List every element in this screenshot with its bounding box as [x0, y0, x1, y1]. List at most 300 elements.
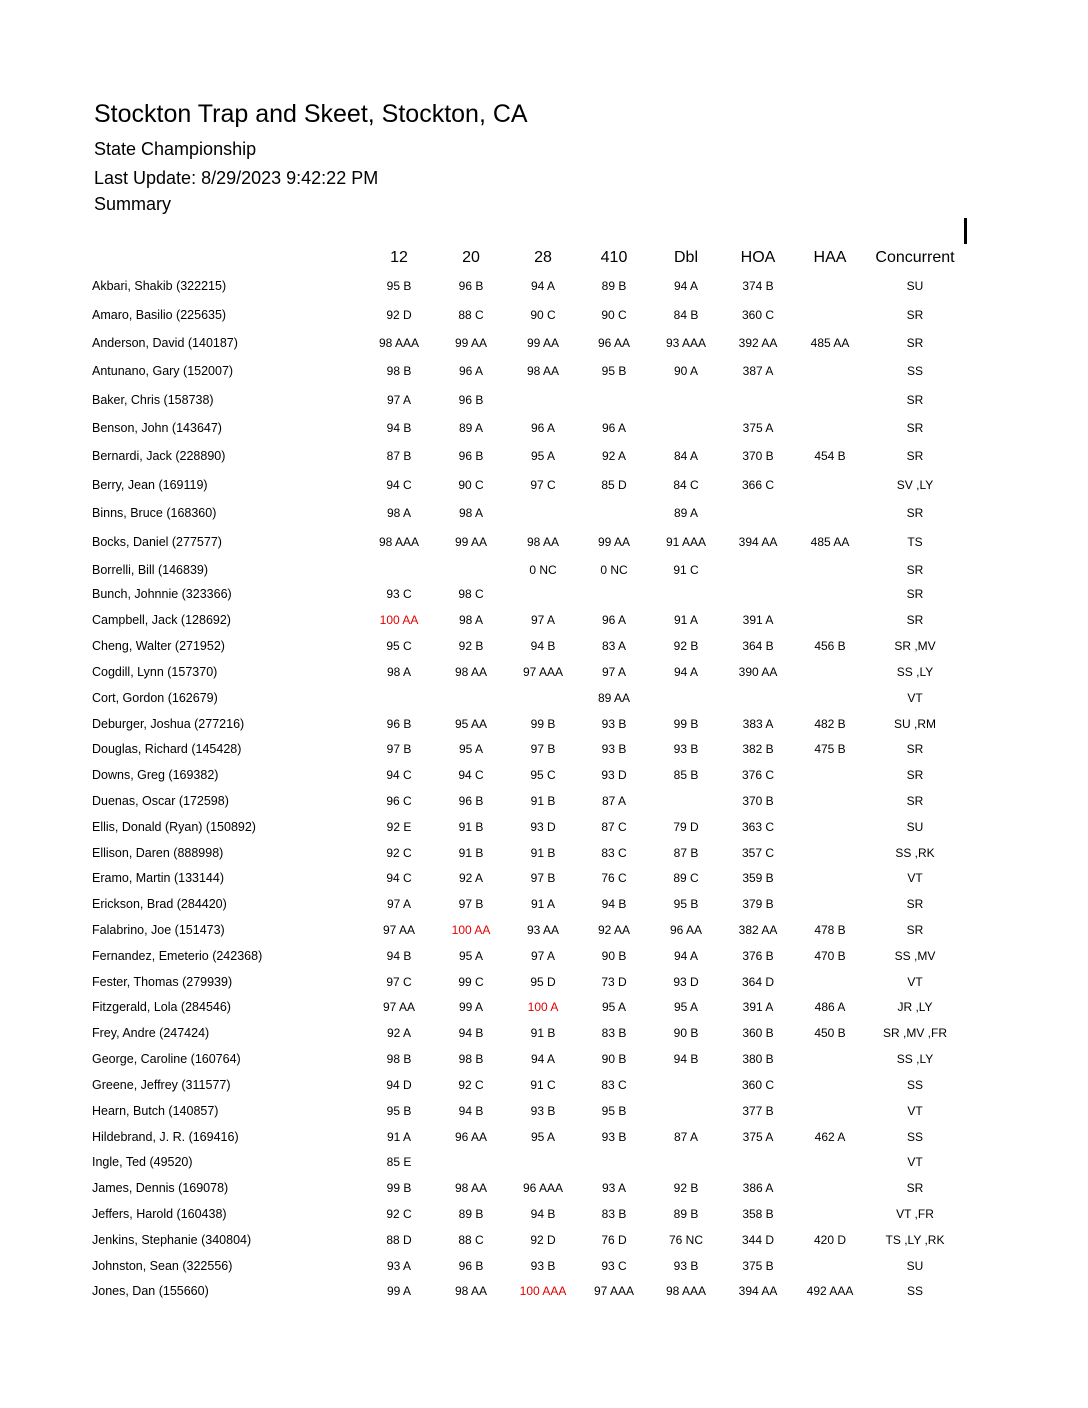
score-410-cell: 95 B [601, 364, 627, 378]
table-row [0, 871, 1088, 893]
table-row [0, 1155, 1088, 1177]
score-hoa-cell: 376 B [742, 949, 774, 963]
table-row [0, 820, 1088, 842]
score-haa-cell: 456 B [814, 639, 846, 653]
score-hoa-cell: 370 B [742, 449, 774, 463]
score-410-cell: 93 D [601, 768, 627, 782]
score-12-cell: 95 C [386, 639, 412, 653]
table-row [0, 279, 1088, 301]
score-haa-cell: 450 B [814, 1026, 846, 1040]
score-28-cell: 97 A [530, 613, 556, 627]
table-row [0, 336, 1088, 358]
score-20-cell: 96 B [458, 393, 484, 407]
score-28-cell: 95 C [530, 768, 556, 782]
score-dbl-cell: 93 B [673, 742, 699, 756]
table-row [0, 613, 1088, 635]
score-hoa-cell: 391 A [742, 613, 774, 627]
score-12-cell: 94 D [386, 1078, 412, 1092]
score-dbl-cell: 93 AAA [665, 336, 707, 350]
table-row [0, 639, 1088, 661]
concurrent-cell: SR [906, 1181, 924, 1195]
score-dbl-cell: 94 A [673, 665, 699, 679]
score-hoa-cell: 391 A [742, 1000, 774, 1014]
table-row [0, 1207, 1088, 1229]
score-28-cell: 99 AA [526, 336, 560, 350]
score-410-cell: 95 A [601, 1000, 627, 1014]
shooter-name: Hearn, Butch (140857) [92, 1104, 219, 1118]
concurrent-cell: SR [906, 587, 924, 601]
score-haa-cell: 482 B [814, 717, 846, 731]
shooter-name: Jenkins, Stephanie (340804) [92, 1233, 252, 1247]
score-hoa-cell: 380 B [742, 1052, 774, 1066]
score-hoa-cell: 379 B [742, 897, 774, 911]
shooter-name: Johnston, Sean (322556) [92, 1259, 233, 1273]
score-dbl-cell: 76 NC [668, 1233, 704, 1247]
score-28-cell: 90 C [530, 308, 556, 322]
score-28-cell: 93 D [530, 820, 556, 834]
score-dbl-cell: 96 AA [669, 923, 703, 937]
concurrent-cell: VT [907, 691, 923, 705]
score-hoa-cell: 390 AA [738, 665, 778, 679]
score-20-cell: 90 C [458, 478, 484, 492]
score-haa-cell: 462 A [814, 1130, 846, 1144]
col-header-hoa: HOA [740, 249, 776, 266]
concurrent-cell: SR [906, 421, 924, 435]
table-row [0, 587, 1088, 609]
shooter-name: Hildebrand, J. R. (169416) [92, 1130, 239, 1144]
table-row [0, 364, 1088, 386]
score-hoa-cell: 377 B [742, 1104, 774, 1118]
concurrent-cell: SV ,LY [896, 478, 934, 492]
score-dbl-cell: 87 B [673, 846, 699, 860]
score-dbl-cell: 93 B [673, 1259, 699, 1273]
score-12-cell: 91 A [386, 1130, 412, 1144]
score-28-cell: 99 B [530, 717, 556, 731]
col-header-concurrent: Concurrent [875, 249, 955, 266]
score-20-cell: 99 AA [454, 535, 488, 549]
table-row [0, 897, 1088, 919]
score-28-cell: 97 B [530, 871, 556, 885]
score-28-cell: 94 A [530, 279, 556, 293]
table-row [0, 308, 1088, 330]
score-20-cell: 98 C [458, 587, 484, 601]
score-20-cell: 99 A [458, 1000, 484, 1014]
score-410-cell: 90 B [601, 1052, 627, 1066]
score-hoa-cell: 383 A [742, 717, 774, 731]
score-12-cell: 96 C [386, 794, 412, 808]
score-dbl-cell: 95 B [673, 897, 699, 911]
shooter-name: Fernandez, Emeterio (242368) [92, 949, 263, 963]
score-28-cell: 93 AA [526, 923, 560, 937]
score-dbl-cell: 84 B [673, 308, 699, 322]
score-dbl-cell: 94 A [673, 279, 699, 293]
score-dbl-cell: 87 A [673, 1130, 699, 1144]
score-hoa-cell: 360 C [741, 1078, 775, 1092]
score-12-cell: 93 C [386, 587, 412, 601]
shooter-name: Ellis, Donald (Ryan) (150892) [92, 820, 256, 834]
table-row [0, 1181, 1088, 1203]
score-28-cell: 98 AA [526, 364, 560, 378]
score-410-cell: 97 AAA [593, 1284, 635, 1298]
concurrent-cell: JR ,LY [897, 1000, 933, 1014]
score-haa-cell: 454 B [814, 449, 846, 463]
score-12-cell: 92 E [386, 820, 412, 834]
score-20-cell: 89 B [458, 1207, 484, 1221]
score-410-cell: 90 C [601, 308, 627, 322]
score-28-cell: 92 D [530, 1233, 556, 1247]
score-20-cell: 96 A [458, 364, 484, 378]
shooter-name: Akbari, Shakib (322215) [92, 279, 227, 293]
score-dbl-cell: 93 D [673, 975, 699, 989]
score-410-cell: 87 A [601, 794, 627, 808]
shooter-name: Antunano, Gary (152007) [92, 364, 234, 378]
score-20-cell: 96 AA [454, 1130, 488, 1144]
score-12-cell: 97 A [386, 897, 412, 911]
score-28-cell: 97 C [530, 478, 556, 492]
shooter-name: Bunch, Johnnie (323366) [92, 587, 232, 601]
score-haa-cell: 492 AAA [806, 1284, 854, 1298]
score-20-cell: 89 A [458, 421, 484, 435]
table-row [0, 1026, 1088, 1048]
score-12-cell: 97 B [386, 742, 412, 756]
shooter-name: Binns, Bruce (168360) [92, 506, 217, 520]
score-28-cell: 91 C [530, 1078, 556, 1092]
col-header-dbl: Dbl [673, 249, 699, 266]
score-410-cell: 76 D [601, 1233, 627, 1247]
table-row [0, 393, 1088, 415]
score-28-cell: 91 B [530, 1026, 556, 1040]
score-haa-cell: 475 B [814, 742, 846, 756]
score-12-cell: 97 AA [382, 923, 416, 937]
score-dbl-cell: 91 AAA [665, 535, 707, 549]
score-dbl-cell: 89 B [673, 1207, 699, 1221]
score-20-cell: 98 AA [454, 665, 488, 679]
score-20-cell: 99 C [458, 975, 484, 989]
score-haa-cell: 420 D [813, 1233, 847, 1247]
shooter-name: Eramo, Martin (133144) [92, 871, 225, 885]
score-hoa-cell: 370 B [742, 794, 774, 808]
shooter-name: Falabrino, Joe (151473) [92, 923, 225, 937]
score-12-cell: 92 A [386, 1026, 412, 1040]
score-dbl-cell: 79 D [673, 820, 699, 834]
concurrent-cell: SS ,MV [894, 949, 936, 963]
concurrent-cell: SR [906, 613, 924, 627]
score-410-cell: 83 C [601, 1078, 627, 1092]
score-12-cell: 94 C [386, 768, 412, 782]
concurrent-cell: VT ,FR [896, 1207, 934, 1221]
concurrent-cell: VT [907, 975, 923, 989]
shooter-name: Anderson, David (140187) [92, 336, 238, 350]
score-haa-cell: 485 AA [810, 535, 850, 549]
score-20-cell: 91 B [458, 846, 484, 860]
score-20-cell: 98 AA [454, 1284, 488, 1298]
shooter-name: Downs, Greg (169382) [92, 768, 219, 782]
score-12-cell: 94 B [386, 949, 412, 963]
score-28-cell: 97 B [530, 742, 556, 756]
score-20-cell: 94 B [458, 1104, 484, 1118]
score-410-cell: 93 B [601, 717, 627, 731]
score-dbl-cell: 90 B [673, 1026, 699, 1040]
shooter-name: Benson, John (143647) [92, 421, 222, 435]
score-410-cell: 92 A [601, 449, 627, 463]
table-row [0, 1259, 1088, 1281]
score-dbl-cell: 89 C [673, 871, 699, 885]
score-20-cell: 88 C [458, 1233, 484, 1247]
score-20-cell: 98 B [458, 1052, 484, 1066]
score-410-cell: 96 A [601, 421, 627, 435]
col-header-haa: HAA [813, 249, 847, 266]
score-20-cell: 96 B [458, 449, 484, 463]
concurrent-cell: SR [906, 308, 924, 322]
score-20-cell: 98 A [458, 613, 484, 627]
concurrent-cell: SR [906, 393, 924, 407]
table-row [0, 1078, 1088, 1100]
score-20-cell: 96 B [458, 1259, 484, 1273]
score-20-cell: 99 AA [454, 336, 488, 350]
score-410-cell: 96 AA [597, 336, 631, 350]
score-dbl-cell: 85 B [673, 768, 699, 782]
score-hoa-cell: 394 AA [738, 535, 778, 549]
table-row [0, 742, 1088, 764]
score-12-cell: 94 B [386, 421, 412, 435]
score-hoa-cell: 360 B [742, 1026, 774, 1040]
score-hoa-cell: 392 AA [738, 336, 778, 350]
table-row [0, 1104, 1088, 1126]
score-28-cell: 100 AAA [519, 1284, 567, 1298]
score-12-cell: 94 C [386, 871, 412, 885]
table-row [0, 768, 1088, 790]
score-20-cell: 92 A [458, 871, 484, 885]
score-410-cell: 93 B [601, 1130, 627, 1144]
score-410-cell: 92 AA [597, 923, 631, 937]
score-hoa-cell: 357 C [741, 846, 775, 860]
concurrent-cell: VT [907, 1155, 923, 1169]
score-410-cell: 90 B [601, 949, 627, 963]
concurrent-cell: SS ,LY [896, 1052, 934, 1066]
table-row [0, 665, 1088, 687]
score-dbl-cell: 92 B [673, 639, 699, 653]
shooter-name: Ellison, Daren (888998) [92, 846, 224, 860]
score-dbl-cell: 94 A [673, 949, 699, 963]
score-20-cell: 96 B [458, 279, 484, 293]
shooter-name: Greene, Jeffrey (311577) [92, 1078, 231, 1092]
score-hoa-cell: 382 AA [738, 923, 778, 937]
score-410-cell: 83 B [601, 1207, 627, 1221]
score-28-cell: 100 A [527, 1000, 559, 1014]
score-12-cell: 98 B [386, 1052, 412, 1066]
score-20-cell: 98 A [458, 506, 484, 520]
score-dbl-cell: 91 A [673, 613, 699, 627]
concurrent-cell: VT [907, 871, 923, 885]
score-28-cell: 96 A [530, 421, 556, 435]
score-12-cell: 87 B [386, 449, 412, 463]
table-row [0, 949, 1088, 971]
score-dbl-cell: 84 C [673, 478, 699, 492]
score-28-cell: 91 B [530, 846, 556, 860]
table-row [0, 846, 1088, 868]
section-label: Summary [94, 194, 172, 214]
score-28-cell: 93 B [530, 1259, 556, 1273]
shooter-name: Jones, Dan (155660) [92, 1284, 209, 1298]
score-hoa-cell: 366 C [741, 478, 775, 492]
table-row [0, 478, 1088, 500]
table-row [0, 421, 1088, 443]
score-12-cell: 99 B [386, 1181, 412, 1195]
concurrent-cell: TS ,LY ,RK [885, 1233, 945, 1247]
score-12-cell: 92 C [386, 846, 412, 860]
table-row [0, 1052, 1088, 1074]
shooter-name: George, Caroline (160764) [92, 1052, 241, 1066]
concurrent-cell: SR [906, 794, 924, 808]
score-20-cell: 95 A [458, 949, 484, 963]
score-hoa-cell: 375 A [742, 421, 774, 435]
shooter-name: Fester, Thomas (279939) [92, 975, 233, 989]
concurrent-cell: SS [906, 364, 924, 378]
score-410-cell: 83 A [601, 639, 627, 653]
table-row [0, 717, 1088, 739]
score-hoa-cell: 394 AA [738, 1284, 778, 1298]
table-row [0, 691, 1088, 713]
score-12-cell: 98 B [386, 364, 412, 378]
shooter-name: Baker, Chris (158738) [92, 393, 214, 407]
score-410-cell: 97 A [601, 665, 627, 679]
concurrent-cell: SS [906, 1078, 924, 1092]
score-hoa-cell: 364 D [741, 975, 775, 989]
shooter-name: Fitzgerald, Lola (284546) [92, 1000, 231, 1014]
score-28-cell: 97 AAA [522, 665, 564, 679]
score-hoa-cell: 364 B [742, 639, 774, 653]
score-hoa-cell: 360 C [741, 308, 775, 322]
score-12-cell: 97 A [386, 393, 412, 407]
shooter-name: Ingle, Ted (49520) [92, 1155, 193, 1169]
score-410-cell: 89 AA [597, 691, 631, 705]
table-row [0, 506, 1088, 528]
concurrent-cell: SU [906, 820, 924, 834]
concurrent-cell: SS [906, 1284, 924, 1298]
score-dbl-cell: 94 B [673, 1052, 699, 1066]
score-hoa-cell: 387 A [742, 364, 774, 378]
shooter-name: Douglas, Richard (145428) [92, 742, 242, 756]
shooter-name: Deburger, Joshua (277216) [92, 717, 245, 731]
score-12-cell: 99 A [386, 1284, 412, 1298]
score-410-cell: 99 AA [597, 535, 631, 549]
shooter-name: Cort, Gordon (162679) [92, 691, 218, 705]
score-410-cell: 93 A [601, 1181, 627, 1195]
score-12-cell: 96 B [386, 717, 412, 731]
score-410-cell: 87 C [601, 820, 627, 834]
concurrent-cell: SR [906, 768, 924, 782]
score-410-cell: 73 D [601, 975, 627, 989]
score-20-cell: 97 B [458, 897, 484, 911]
score-20-cell: 94 C [458, 768, 484, 782]
score-dbl-cell: 99 B [673, 717, 699, 731]
score-dbl-cell: 91 C [673, 563, 699, 577]
shooter-name: Erickson, Brad (284420) [92, 897, 227, 911]
col-header-410: 410 [600, 249, 628, 266]
score-20-cell: 98 AA [454, 1181, 488, 1195]
shooter-name: Borrelli, Bill (146839) [92, 563, 209, 577]
text-cursor-mark [964, 218, 967, 244]
table-row [0, 1284, 1088, 1306]
score-20-cell: 95 AA [454, 717, 488, 731]
shooter-name: Bocks, Daniel (277577) [92, 535, 222, 549]
score-28-cell: 0 NC [529, 563, 557, 577]
shooter-name: Jeffers, Harold (160438) [92, 1207, 227, 1221]
score-28-cell: 95 A [530, 1130, 556, 1144]
score-12-cell: 98 AAA [378, 535, 420, 549]
score-410-cell: 96 A [601, 613, 627, 627]
score-20-cell: 92 B [458, 639, 484, 653]
shooter-name: Campbell, Jack (128692) [92, 613, 231, 627]
col-header-20: 20 [462, 249, 480, 266]
concurrent-cell: SR ,MV [894, 639, 936, 653]
score-hoa-cell: 376 C [741, 768, 775, 782]
score-12-cell: 97 C [386, 975, 412, 989]
concurrent-cell: SR [906, 897, 924, 911]
score-410-cell: 89 B [601, 279, 627, 293]
score-12-cell: 92 C [386, 1207, 412, 1221]
concurrent-cell: SR [906, 506, 924, 520]
concurrent-cell: SS ,RK [895, 846, 935, 860]
score-28-cell: 97 A [530, 949, 556, 963]
score-28-cell: 96 AAA [522, 1181, 564, 1195]
concurrent-cell: SS ,LY [896, 665, 934, 679]
score-410-cell: 83 C [601, 846, 627, 860]
score-hoa-cell: 363 C [741, 820, 775, 834]
last-update: Last Update: 8/29/2023 9:42:22 PM [94, 168, 379, 188]
score-12-cell: 98 AAA [378, 336, 420, 350]
shooter-name: Cheng, Walter (271952) [92, 639, 225, 653]
concurrent-cell: SU [906, 1259, 924, 1273]
shooter-name: Amaro, Basilio (225635) [92, 308, 227, 322]
score-haa-cell: 486 A [814, 1000, 846, 1014]
score-haa-cell: 478 B [814, 923, 846, 937]
score-hoa-cell: 374 B [742, 279, 774, 293]
score-12-cell: 95 B [386, 1104, 412, 1118]
score-28-cell: 91 B [530, 794, 556, 808]
score-28-cell: 95 D [530, 975, 556, 989]
score-12-cell: 88 D [386, 1233, 412, 1247]
score-haa-cell: 485 AA [810, 336, 850, 350]
table-row [0, 563, 1088, 585]
concurrent-cell: SR [906, 336, 924, 350]
concurrent-cell: SR [906, 923, 924, 937]
concurrent-cell: SU ,RM [894, 717, 936, 731]
col-header-12: 12 [390, 249, 408, 266]
score-12-cell: 85 E [386, 1155, 412, 1169]
score-20-cell: 94 B [458, 1026, 484, 1040]
table-row [0, 975, 1088, 997]
score-20-cell: 91 B [458, 820, 484, 834]
score-hoa-cell: 375 B [742, 1259, 774, 1273]
score-12-cell: 92 D [386, 308, 412, 322]
score-hoa-cell: 359 B [742, 871, 774, 885]
score-410-cell: 0 NC [600, 563, 628, 577]
score-12-cell: 93 A [386, 1259, 412, 1273]
score-20-cell: 88 C [458, 308, 484, 322]
score-28-cell: 98 AA [526, 535, 560, 549]
score-hoa-cell: 344 D [741, 1233, 775, 1247]
score-haa-cell: 470 B [814, 949, 846, 963]
score-hoa-cell: 386 A [742, 1181, 774, 1195]
score-28-cell: 94 B [530, 639, 556, 653]
page-title: Stockton Trap and Skeet, Stockton, CA [94, 100, 528, 128]
concurrent-cell: TS [907, 535, 923, 549]
score-hoa-cell: 382 B [742, 742, 774, 756]
score-12-cell: 97 AA [382, 1000, 416, 1014]
score-410-cell: 76 C [601, 871, 627, 885]
concurrent-cell: SS [906, 1130, 924, 1144]
